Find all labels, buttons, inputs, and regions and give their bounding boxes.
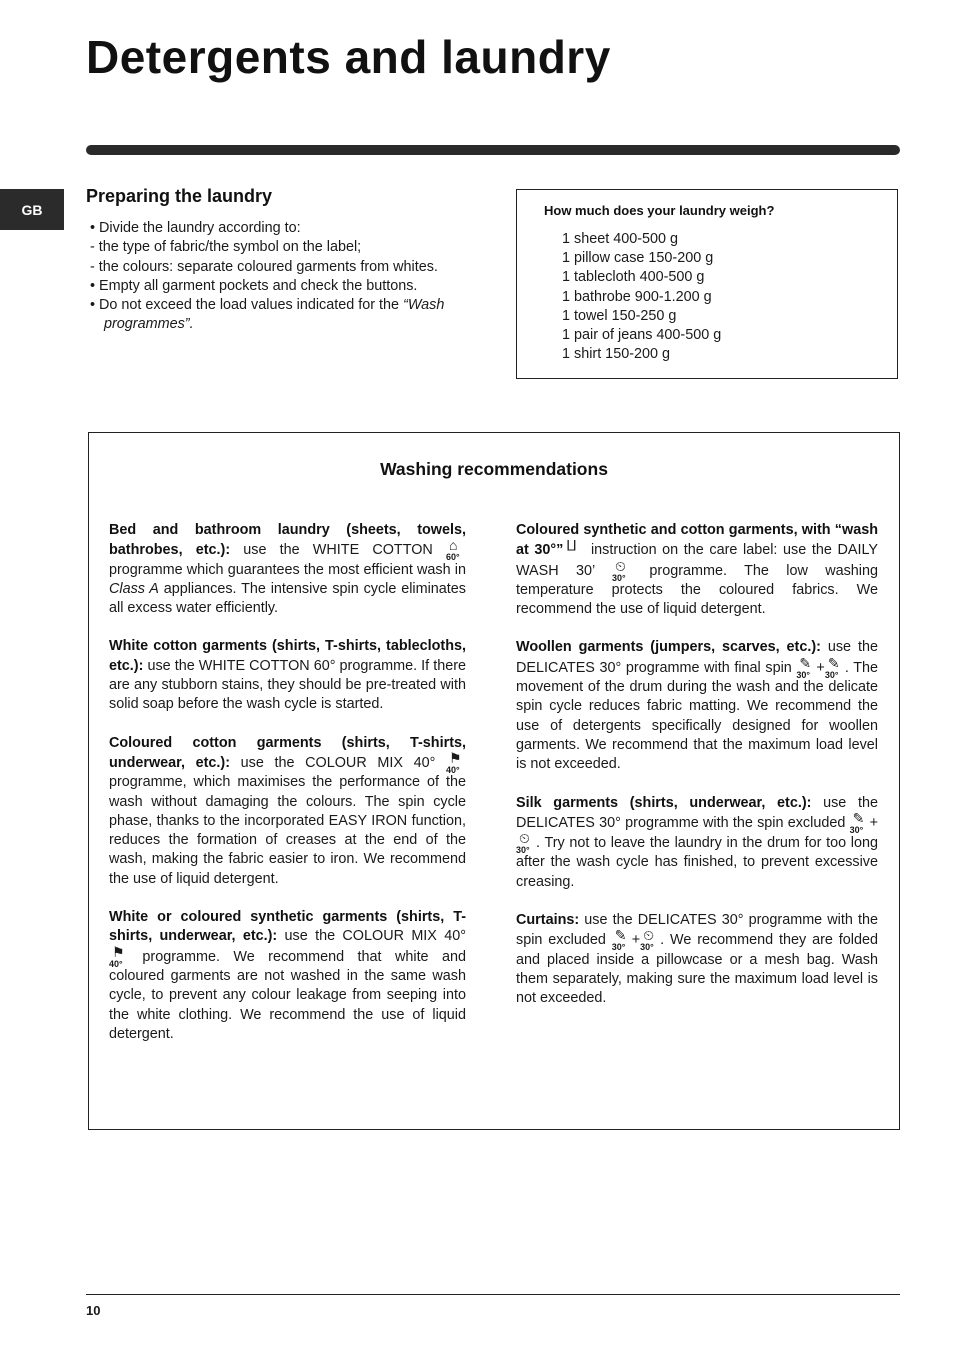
- list-item: 1 bathrobe 900-1.200 g: [562, 288, 712, 305]
- paragraph-text: . Try not to leave the laundry in the drum for too long after the wash cycle has finished, to prevent excessive creasing.: [516, 835, 878, 890]
- list-item-text: • Do not exceed the load values indicated for the: [90, 297, 404, 314]
- list-item: 1 towel 150-250 g: [562, 307, 677, 324]
- coloured-cotton-title: Coloured cotton garments (shirts, T-shirts, underwear, etc.):: [109, 734, 466, 771]
- colour-mix-icon: ⚑ 40°: [446, 749, 462, 775]
- paragraph-text: . We recommend they are folded and placed inside a pillowcase or a mesh bag. Wash them separately, making sure the maximum load level is not exceeded.: [516, 932, 878, 1007]
- title-rule: [86, 145, 900, 155]
- woollen-paragraph: [516, 638, 878, 774]
- weight-list: [562, 230, 721, 364]
- delicates-icon: ✎ 30°: [824, 654, 840, 680]
- list-item: 1 pillow case 150-200 g: [562, 250, 714, 267]
- page-number: 10: [86, 1303, 101, 1318]
- paragraph-text: use the COLOUR MIX 40°: [277, 928, 466, 945]
- timer-icon: ⏲ 30°: [612, 557, 626, 583]
- coloured-synthetic-paragraph: [516, 521, 878, 619]
- delicates-icon: ✎ 30°: [849, 809, 865, 835]
- bed-title: Bed and bathroom laundry (sheets, towels, bathrobes, etc.):: [109, 522, 466, 559]
- bed-paragraph: [109, 521, 466, 618]
- paragraph-text: programme. The low washing temperature protects the coloured fabrics. We recommend the use of liquid detergent.: [516, 562, 879, 618]
- silk-paragraph: [516, 794, 878, 892]
- synthetic-title: White or coloured synthetic garments (shirts, T-shirts, underwear, etc.):: [109, 909, 466, 945]
- wash-tub-icon: ⨿: [566, 537, 577, 554]
- cotton-shirt-icon: ⌂ 60°: [445, 537, 460, 563]
- preparing-list: [86, 219, 446, 335]
- delicates-icon: ✎ 30°: [611, 927, 627, 953]
- list-item: • Empty all garment pockets and check the buttons.: [90, 277, 418, 294]
- list-item: • Divide the laundry according to:: [90, 220, 301, 236]
- plus-sign: +: [816, 659, 825, 676]
- page-title: Detergents and laundry: [86, 31, 611, 83]
- weight-box: [516, 189, 898, 379]
- woollen-title: Woollen garments (jumpers, scarves, etc.):: [516, 639, 821, 656]
- list-item: 1 shirt 150-200 g: [562, 346, 671, 363]
- timer-icon: ⏲ 30°: [640, 927, 655, 953]
- paragraph-text: use the DELICATES 30° programme with the spin excluded: [516, 794, 878, 831]
- right-column: [516, 521, 878, 1028]
- footer-rule: [86, 1294, 900, 1295]
- paragraph-text: use the COLOUR MIX 40°: [230, 754, 446, 771]
- class-a-text: Class A: [109, 580, 159, 597]
- washing-recommendations-box: [88, 432, 900, 1130]
- plus-sign: +: [869, 814, 878, 831]
- coloured-cotton-paragraph: [109, 734, 466, 889]
- paragraph-text: programme which guarantees the most efficient wash in: [109, 561, 466, 578]
- colour-mix-icon: ⚑ 40°: [109, 943, 125, 969]
- plus-sign: +: [631, 932, 641, 949]
- synthetic-paragraph: [109, 908, 466, 1044]
- list-item: - the type of fabric/the symbol on the label;: [90, 239, 362, 256]
- list-item: 1 tablecloth 400-500 g: [562, 269, 705, 286]
- paragraph-text: . The movement of the drum during the wash and the delicate spin cycle reduces fabric matting. We recommend the use of detergents specifically designed for woollen garments. We recommend that the maximum load level is not exceeded.: [516, 659, 878, 773]
- paragraph-text: use the DELICATES 30° programme with final spin: [516, 639, 878, 676]
- weight-heading: How much does your laundry weigh?: [544, 203, 775, 218]
- silk-title: Silk garments (shirts, underwear, etc.):: [516, 794, 812, 811]
- paragraph-text: use the WHITE COTTON 60° programme. If there are any stubborn stains, they should be pre-treated with solid soap before the wash cycle is started.: [109, 657, 466, 713]
- timer-icon: ⏲ 30°: [516, 830, 530, 856]
- washing-heading: Washing recommendations: [380, 459, 608, 479]
- paragraph-text: instruction on the care label: use the DAILY WASH 30’: [516, 542, 878, 579]
- delicates-icon: ✎ 30°: [796, 654, 812, 680]
- preparing-heading: Preparing the laundry: [86, 186, 273, 206]
- paragraph-text: programme. We recommend that white and coloured garments are not washed in the same wash cycle, to prevent any colour leakage from seeping into the white clothing. We recommend the use of liquid detergent.: [109, 948, 466, 1042]
- white-cotton-title: White cotton garments (shirts, T-shirts, tablecloths, etc.):: [109, 638, 466, 674]
- list-item: - the colours: separate coloured garments from whites.: [90, 258, 438, 275]
- coloured-synthetic-title: Coloured synthetic and cotton garments, with “wash at 30°”: [516, 522, 878, 559]
- wash-programmes-ref: “Wash programmes”.: [104, 297, 445, 333]
- left-column: [109, 521, 466, 1063]
- curtains-paragraph: [516, 911, 878, 1008]
- white-cotton-paragraph: [109, 637, 466, 714]
- paragraph-text: use the WHITE COTTON: [230, 542, 446, 559]
- list-item: 1 pair of jeans 400-500 g: [562, 327, 722, 344]
- list-item: 1 sheet 400-500 g: [562, 231, 679, 247]
- paragraph-text: appliances. The intensive spin cycle eliminates all excess water efficiently.: [109, 580, 466, 617]
- preparing-section: [86, 186, 446, 335]
- curtains-title: Curtains:: [516, 912, 580, 929]
- list-item: [86, 296, 446, 335]
- paragraph-text: use the DELICATES 30° programme with the spin excluded: [516, 912, 878, 949]
- paragraph-text: programme, which maximises the performance of the wash without damaging the colours. The spin cycle phase, thanks to the incorporated EASY IRON function, reduces the formation of creases at the end of the wash, making the fabric easier to iron. We recommend the use of liquid detergent.: [109, 774, 466, 887]
- language-tab: GB: [0, 189, 64, 230]
